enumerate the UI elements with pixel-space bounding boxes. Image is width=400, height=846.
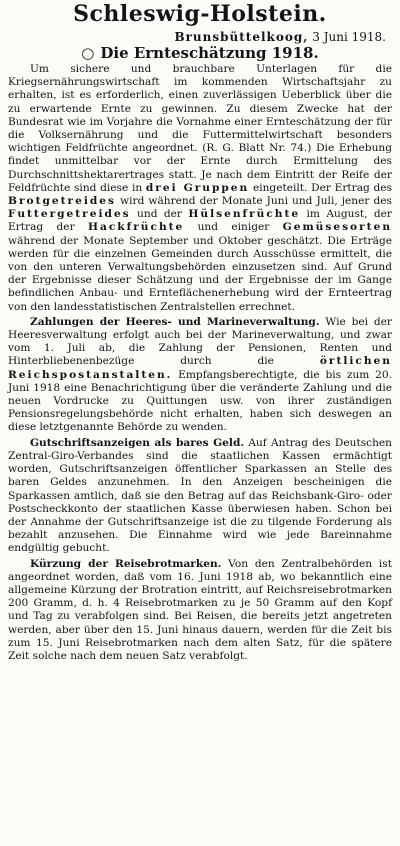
- section-heading: Kürzung der Reisebrotmarken.: [30, 557, 222, 570]
- emphasis-text: Hackfrüchte: [87, 221, 185, 234]
- body-text: Um sichere und brauchbare Unterlagen für die Kriegsernährungswirtschaft im kommenden Wirtschaftsjahr zu erhalten, ist es erforderlich, einen zuverlässigen Ueberblick über die zu erwartende Ernte zu gewinnen. Zu diesem Zwecke hat der Bundesrat wie im Vorjahre die Vornahme einer Ernteschätzung der für die Volksernährung und die Futtermittelwirtschaft besonders wichtigen Feldfrüchte angeordnet. (R. G. Blatt Nr. 74.) Die Erhebung findet unmittelbar vor der Ernte durch Ermittelung des Durchschnittshektarertrages statt. Je nach dem Eintritt der Reife der Feldfrüchte sind diese in: [8, 63, 392, 194]
- article-body-reisebrot: [8, 558, 392, 664]
- body-text: und einiger: [197, 221, 270, 234]
- body-text: während der Monate September und Oktober geschätzt. Die Erträge werden für die einzelnen Gemeinden durch Ausschüsse ermittelt, die von den unteren Verwaltungsbehörden einzusetzen sind. Auf Grund der Ergebnisse dieser Schätzung und der Ergebnisse der im Gange befindlichen Anbau- und Ernteflächenerhebung wird der Ernteertrag von den landesstatistischen Zentralstellen errechnet.: [8, 234, 392, 313]
- body-text: Empfangsberechtigte, die bis zum 20. Juni 1918 eine Benachrichtigung über die veränderte Zahlung und die neuen Vordrucke zu Quittungen usw. von ihrer zuständigen Pensionsregelungsbehörde nicht erhalten, haben sich deswegen an diese letztgenannte Behörde zu wenden.: [8, 368, 392, 434]
- emphasis-text: Brotgetreides: [8, 195, 116, 208]
- article-body-ernteschaetzung: [8, 63, 392, 314]
- article-title: [8, 44, 392, 62]
- article-title-text: Die Ernteschätzung 1918.: [100, 44, 319, 62]
- section-heading: Gutschriftsanzeigen als bares Geld.: [30, 436, 245, 449]
- dateline-place: Brunsbüttelkoog,: [174, 30, 309, 44]
- emphasis-text: Gemüsesorten: [282, 221, 393, 234]
- body-text: eingeteilt. Der Ertrag des: [252, 181, 393, 194]
- emphasis-text: örtlichen Reichspostanstalten.: [8, 355, 392, 381]
- circle-icon: ○: [81, 44, 95, 62]
- body-text: wird während der Monate Juni und Juli, jener des: [120, 195, 392, 208]
- dateline: [8, 30, 386, 44]
- dateline-date: 3 Juni 1918.: [312, 30, 386, 44]
- article-body-gutschrift: [8, 437, 392, 556]
- body-text: im August, der Ertrag der: [8, 208, 392, 234]
- emphasis-text: drei Gruppen: [145, 181, 250, 194]
- body-text: Wie bei der Heeresverwaltung erfolgt auch bei der Marineverwaltung, und zwar vom 1. Juli ab, die Zahlung der Pensionen, Renten und Hinterbliebenenbezüge durch die: [8, 315, 392, 368]
- body-text: Auf Antrag des Deutschen Zentral-Giro-Verbandes sind die staatlichen Kassen ermächtigt worden, Gutschriftsanzeigen öffentlicher Sparkassen an Stelle des baren Geldes anzunehmen. In den Anzeigen bescheinigen die Sparkassen amtlich, daß sie den Betrag auf das Reichsbank-Giro- oder Postscheckkonto der staatlichen Kasse überwiesen haben. Schon bei der Annahme der Gutschriftsanzeige ist die zu tilgende Forderung als bezahlt anzusehen. Die Einnahme wird wie jede Bareinnahme endgültig gebucht.: [8, 436, 392, 555]
- emphasis-text: Hülsenfrüchte: [188, 208, 301, 221]
- emphasis-text: Futtergetreides: [8, 208, 131, 221]
- body-text: Von den Zentralbehörden ist angeordnet worden, daß vom 16. Juni 1918 ab, wo bekanntlich eine allgemeine Kürzung der Brotration eintritt, auf Reichsreisebrotmarken 200 Gramm, d. h. 4 Reisebrotmarken zu je 50 Gramm auf den Kopf und Tag zu verabfolgen sind. Bei Reisen, die bereits jetzt angetreten werden, aber über den 15. Juni hinaus dauern, werden für die Zeit bis zum 15. Juni Reisebrotmarken nach dem alten Satz, für die spätere Zeit solche nach dem neuen Satz verabfolgt.: [8, 557, 392, 662]
- section-heading: Zahlungen der Heeres- und Marineverwaltung.: [30, 315, 320, 328]
- body-text: und der: [137, 208, 182, 221]
- masthead: Schleswig-Holstein.: [73, 1, 327, 27]
- article-body-zahlungen: [8, 316, 392, 435]
